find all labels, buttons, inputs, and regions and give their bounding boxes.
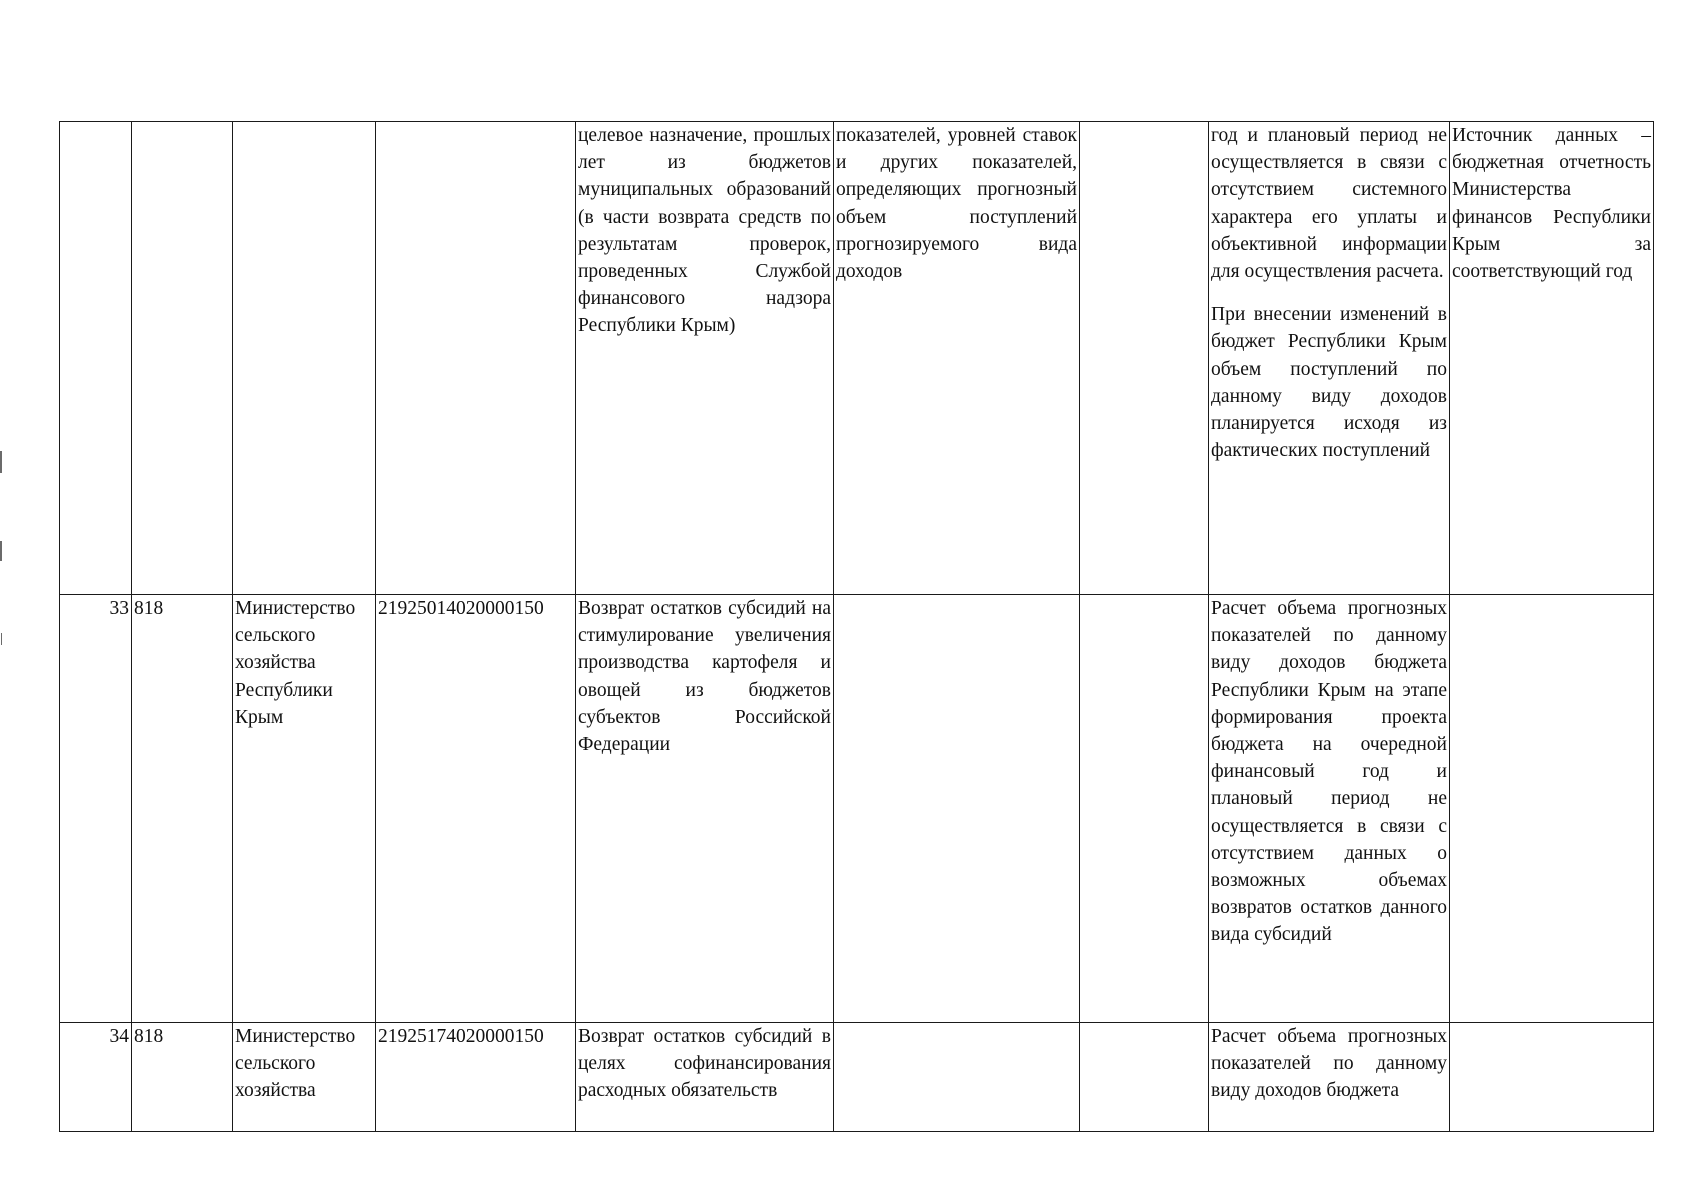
budget-code-cell [376, 122, 576, 595]
indicators-cell [834, 595, 1080, 1023]
data-source-cell [1450, 1023, 1654, 1132]
administrator-cell: Министерство сельского хозяйства Республики Крым [233, 595, 376, 1023]
calculation-method-cell [1209, 595, 1450, 1023]
method-paragraph: Расчет объема прогнозных показателей по данному виду доходов бюджета [1211, 1026, 1447, 1102]
row-number-cell: 34 [60, 1023, 132, 1132]
table-row [60, 122, 1654, 595]
table-row [60, 595, 1654, 1023]
row-number-cell [60, 122, 132, 595]
calculation-method-cell [1209, 1023, 1450, 1132]
formula-cell [1080, 1023, 1209, 1132]
revenue-name-cell: Возврат остатков субсидий на стимулирование увеличения производства картофеля и овощей из бюджетов субъектов Российской Федерации [576, 595, 834, 1023]
calculation-method-cell [1209, 122, 1450, 595]
admin-code-cell: 818 [132, 1023, 233, 1132]
data-source-cell [1450, 595, 1654, 1023]
administrator-cell: Министерство сельского хозяйства [233, 1023, 376, 1132]
scan-margin-mark [0, 451, 2, 473]
revenue-name-cell: Возврат остатков субсидий в целях софинансирования расходных обязательств [576, 1023, 834, 1132]
revenue-name-cell: целевое назначение, прошлых лет из бюджетов муниципальных образований (в части возврата средств по результатам проверок, проведенных Службой финансового надзора Республики Крым) [576, 122, 834, 595]
formula-cell [1080, 595, 1209, 1023]
admin-code-cell [132, 122, 233, 595]
formula-cell [1080, 122, 1209, 595]
method-paragraph: Расчет объема прогнозных показателей по данному виду доходов бюджета Республики Крым на этапе формирования проекта бюджета на очередной финансовый год и плановый период не осуществляется в связи с отсутствием данных о возможных объемах возвратов остатков данного вида субсидий [1211, 598, 1447, 946]
admin-code-cell: 818 [132, 595, 233, 1023]
indicators-cell: показателей, уровней ставок и других показателей, определяющих прогнозный объем поступлений прогнозируемого вида доходов [834, 122, 1080, 595]
budget-code-cell: 21925174020000150 [376, 1023, 576, 1132]
row-number-cell: 33 [60, 595, 132, 1023]
method-paragraph: год и плановый период не осуществляется в связи с отсутствием системного характера его уплаты и объективной информации для осуществления расчета. [1211, 125, 1447, 283]
revenue-forecast-table [59, 121, 1654, 1132]
data-source-cell: Источник данных – бюджетная отчетность Министерства финансов Республики Крым за соответствующий год [1450, 122, 1654, 595]
scan-margin-mark [1, 633, 2, 645]
administrator-cell [233, 122, 376, 595]
table-row [60, 1023, 1654, 1132]
indicators-cell [834, 1023, 1080, 1132]
method-paragraph: При внесении изменений в бюджет Республики Крым объем поступлений по данному виду доходов планируется исходя из фактических поступлений [1211, 304, 1447, 462]
scan-margin-mark [0, 541, 2, 561]
budget-code-cell: 21925014020000150 [376, 595, 576, 1023]
